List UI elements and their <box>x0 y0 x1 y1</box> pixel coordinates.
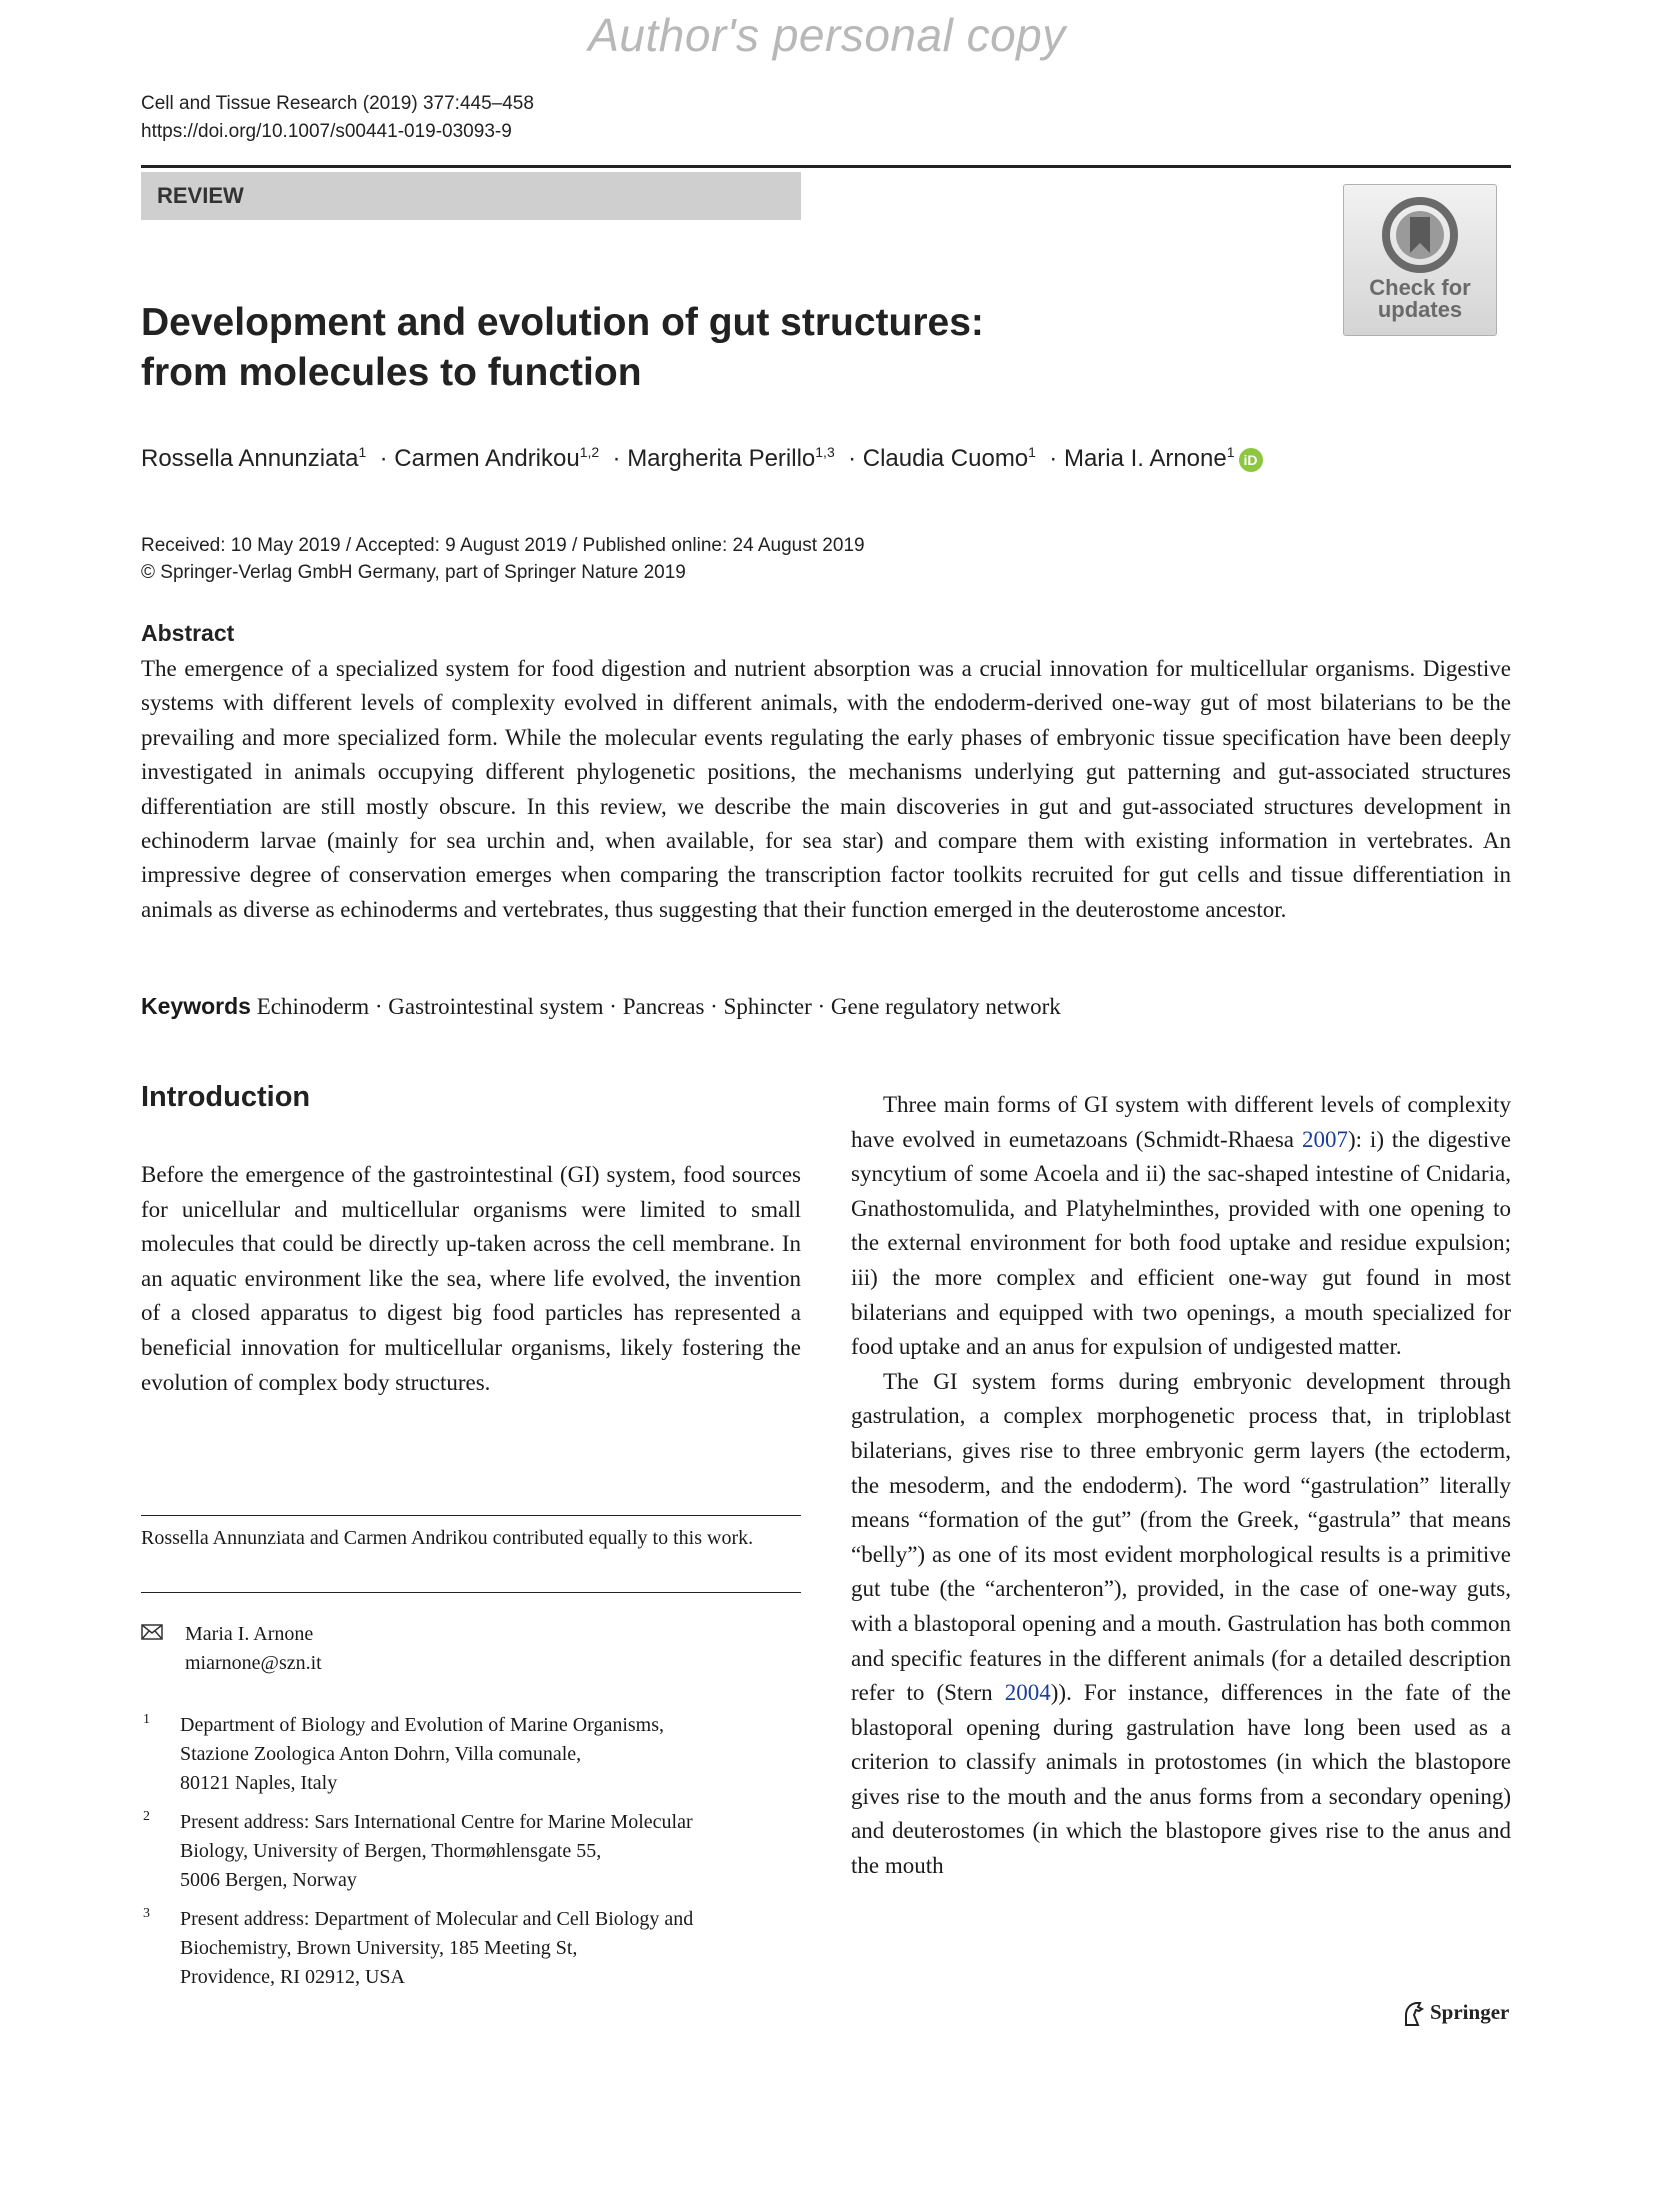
springer-horse-icon <box>1400 2001 1426 2027</box>
envelope-icon <box>141 1624 163 1640</box>
author-affiliation: 1,3 <box>815 444 835 460</box>
author-name[interactable]: Claudia Cuomo <box>862 445 1029 472</box>
paragraph: Three main forms of GI system with different levels of complexity have evolved in eumetazoans (Schmidt-Rhaesa 2007): i) the digestive syncytium of some Acoela and ii) the sac-shaped intestine of Cnidaria, Gnathostomulida, and Platyhelminthes, provided with one opening to the external environment for both food uptake and residue expulsion; iii) the more complex and efficient one-way gut found in most bilaterians and equipped with two openings, a mouth specialized for food uptake and an anus for expulsion of undigested matter. <box>851 1092 1511 1360</box>
author-affiliation: 1,2 <box>579 444 600 460</box>
abstract-text: The emergence of a specialized system for food digestion and nutrient absorption was a crucial innovation for multicellular organisms. Digestive systems with different levels of complexity evolved in different animals, with the endoderm-derived one-way gut of most bilaterians to be the prevailing and more specialized form. While the molecular events regulating the early phases of embryonic tissue specification have been deeply investigated in animals occupying different phylogenetic positions, the mechanisms underlying gut patterning and gut-associated structures differentiation are still mostly obscure. In this review, we describe the main discoveries in gut and gut-associated structures development in echinoderm larvae (mainly for sea urchin and, when available, for sea star) and compare them with existing information in vertebrates. An impressive degree of conservation emerges when comparing the transcription factor toolkits recruited for gut cells and tissue differentiation in animals as diverse as echinoderms and vertebrates, thus suggesting that their function emerged in the deuterostome ancestor. <box>141 656 1511 922</box>
keywords-text: Echinoderm · Gastrointestinal system · Pancreas · Sphincter · Gene regulatory network <box>256 994 1061 1019</box>
journal-citation: Cell and Tissue Research (2019) 377:445–458 <box>141 93 534 114</box>
journal-info <box>141 90 534 146</box>
affiliation-number: 1 <box>143 1712 150 1727</box>
author-name[interactable]: Margherita Perillo <box>627 445 816 472</box>
footnote-rule <box>141 1515 801 1516</box>
keywords-label: Keywords <box>141 993 251 1019</box>
abstract-heading: Abstract <box>141 620 235 646</box>
article-title <box>141 298 984 398</box>
bookmark-icon <box>1380 195 1460 275</box>
check-for-updates-label: Check for updates <box>1369 275 1471 322</box>
check-for-updates-badge[interactable] <box>1343 184 1497 336</box>
affiliation: 1 Department of Biology and Evolution of Marine Organisms, Stazione Zoologica Anton Dohrn, Villa comunale, 80121 Naples, Italy <box>141 1711 664 1798</box>
author-affiliation: 1 <box>358 444 367 460</box>
publisher-logo <box>1400 2000 1509 2027</box>
correspondence-email[interactable]: miarnone@szn.it <box>185 1652 322 1674</box>
author-affiliation: 1 <box>1028 444 1036 460</box>
introduction-right-column <box>851 1088 1511 1884</box>
citation-link[interactable]: 2004 <box>1004 1680 1051 1706</box>
section-band <box>141 172 801 220</box>
affiliation-number: 2 <box>143 1809 150 1824</box>
footnote-rule <box>141 1592 801 1593</box>
correspondence <box>141 1620 322 1678</box>
publication-dates <box>141 532 865 586</box>
affiliation: 3 Present address: Department of Molecular and Cell Biology and Biochemistry, Brown University, 185 Meeting St, Providence, RI 02912, USA <box>141 1905 693 1992</box>
watermark: Author's personal copy <box>588 9 1066 61</box>
orcid-icon[interactable]: iD <box>1239 448 1263 472</box>
correspondence-name: Maria I. Arnone <box>185 1623 314 1645</box>
copyright-line: © Springer-Verlag GmbH Germany, part of Springer Nature 2019 <box>141 562 686 583</box>
keywords <box>141 993 1061 1020</box>
author-list: Rossella Annunziata$^1$ · Carmen Andrikou$^{1,2}$ · Margherita Perillo$^{1,3}$ · Claudia Cuomo$^1$ · Maria I. Arnone$^1$ iD <box>141 444 1263 473</box>
affiliation-number: 3 <box>143 1906 150 1921</box>
introduction-heading: Introduction <box>141 1081 311 1113</box>
paragraph: The GI system forms during embryonic development through gastrulation, a complex morphogenetic process that, in triploblast bilaterians, gives rise to three embryonic germ layers (the ectoderm, the mesoderm, and the endoderm). The word “gastrulation” literally means “formation of the gut” (from the Greek, “gastrula” that means “belly”) as one of its most evident morphological results is a primitive gut tube (the “archenteron”), provided, in the case of one-way guts, with a blastoporal opening and a mouth. Gastrulation has both common and specific features in the different animals (for a detailed description refer to (Stern 2004)). For instance, differences in the fate of the blastoporal opening during gastrulation have long been used as a criterion to classify animals in protostomes (in which the blastopore gives rise to the mouth and the anus forms from a secondary opening) and deuterostomes (in which the blastopore gives rise to the anus and the mouth <box>851 1368 1511 1879</box>
dates-line: Received: 10 May 2019 / Accepted: 9 August 2019 / Published online: 24 August 2019 <box>141 535 865 556</box>
author-affiliation: 1 <box>1226 444 1235 460</box>
publisher-name: Springer <box>1430 2000 1510 2024</box>
author-name[interactable]: Maria I. Arnone <box>1063 445 1227 472</box>
header-rule <box>141 165 1511 168</box>
title-line: from molecules to function <box>141 351 642 394</box>
contribution-note: Rossella Annunziata and Carmen Andrikou contributed equally to this work. <box>141 1527 754 1549</box>
section-label: REVIEW <box>157 183 244 208</box>
citation-link[interactable]: 2007 <box>1301 1126 1348 1152</box>
doi-link[interactable]: https://doi.org/10.1007/s00441-019-03093-9 <box>141 121 512 142</box>
introduction-left-paragraph: Before the emergence of the gastrointestinal (GI) system, food sources for unicellular and multicellular organisms were limited to small molecules that could be directly up-taken across the cell membrane. In an aquatic environment like the sea, where life evolved, the invention of a closed apparatus to digest big food particles has represented a beneficial innovation for multicellular organisms, likely fostering the evolution of complex body structures. <box>141 1162 801 1395</box>
title-line: Development and evolution of gut structures: <box>141 301 984 344</box>
author-name[interactable]: Rossella Annunziata <box>141 445 359 472</box>
author-name[interactable]: Carmen Andrikou <box>394 445 580 472</box>
affiliation: 2 Present address: Sars International Centre for Marine Molecular Biology, University of Bergen, Thormøhlensgate 55, 5006 Bergen, Norway <box>141 1808 693 1895</box>
